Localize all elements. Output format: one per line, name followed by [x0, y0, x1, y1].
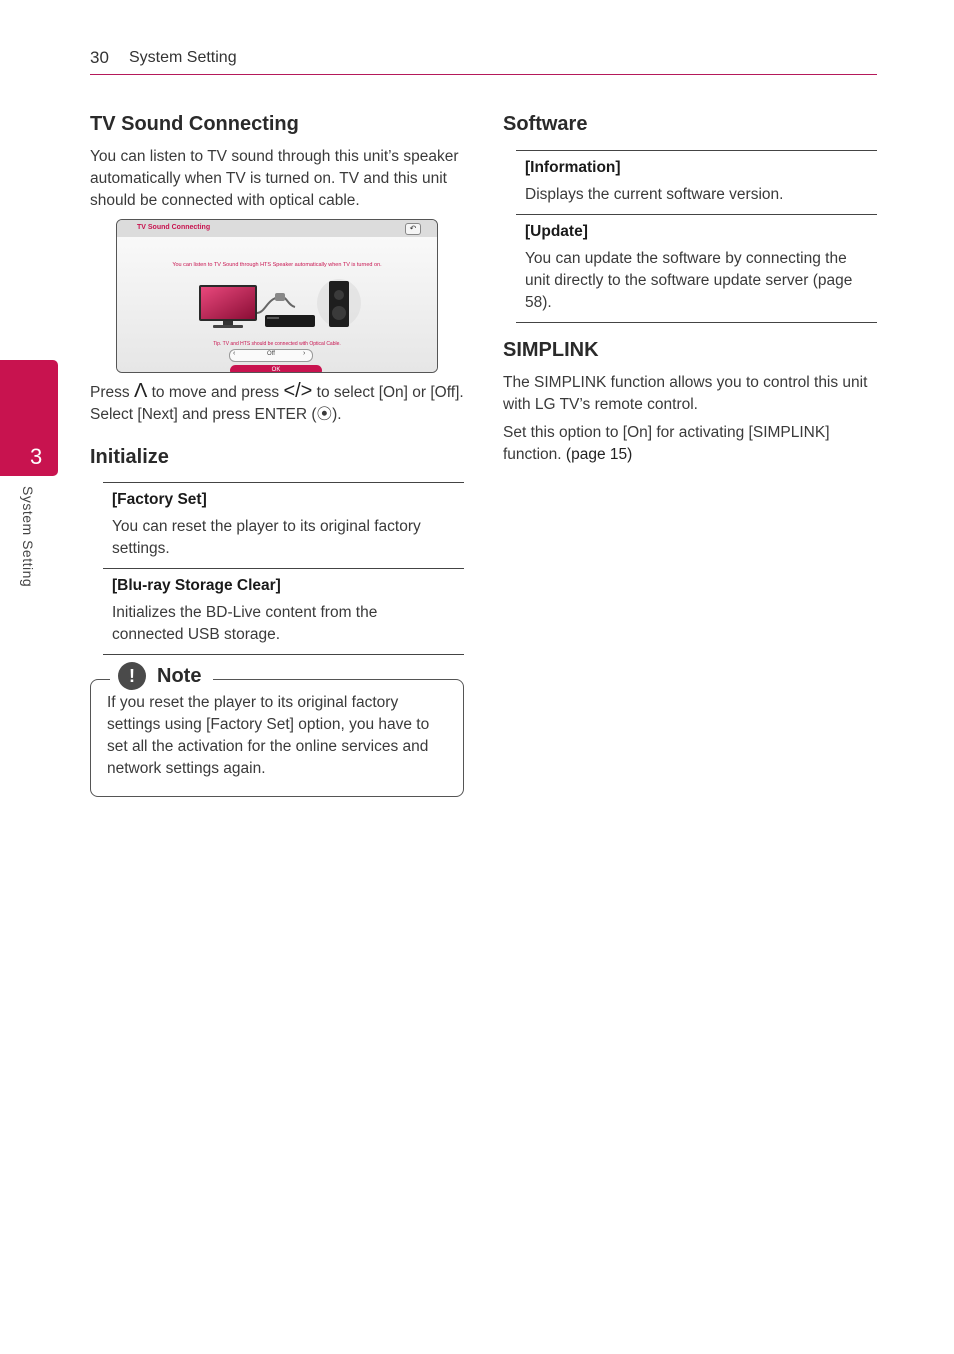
row-description: You can reset the player to its original factory settings.	[112, 518, 421, 557]
tv-icon	[199, 285, 257, 328]
chapter-label	[20, 486, 44, 616]
note-text: If you reset the player to its original factory settings using [Factory Set] option, you have to set all the activation for the online services and network settings again.	[107, 694, 430, 777]
speaker-icon	[317, 279, 361, 327]
left-right-arrow-icon: </>	[283, 380, 313, 402]
note-header	[110, 662, 213, 690]
optical-cable-icon	[257, 293, 295, 313]
back-arrow-icon: ↶	[405, 223, 421, 235]
enter-icon: ⦿	[316, 406, 333, 423]
header-section-title: System Setting	[129, 49, 237, 66]
row-title: [Information]	[525, 159, 621, 176]
screenshot-tip: Tip. TV and HTS should be connected with Optical Cable.	[213, 341, 341, 347]
screenshot-body	[117, 237, 437, 372]
row-title: [Factory Set]	[112, 491, 207, 508]
tv-sound-intro: You can listen to TV sound through this unit’s speaker automatically when TV is turned on. TV and this unit should be connected with optical cable.	[90, 148, 459, 209]
press-text-2: to move and press	[147, 384, 280, 401]
up-arrow-icon: Λ	[133, 380, 148, 402]
chevron-right-icon[interactable]: ›	[303, 350, 306, 357]
sound-selector[interactable]	[229, 349, 313, 362]
tv-sound-instructions	[90, 380, 470, 426]
press-text-4: ).	[332, 406, 342, 423]
screenshot-title-bar	[117, 220, 437, 237]
row-title: [Blu-ray Storage Clear]	[112, 577, 281, 594]
tv-hts-illustration	[195, 269, 365, 337]
row-description: Initializes the BD-Live content from the connected USB storage.	[112, 604, 378, 643]
ok-button[interactable]: OK	[230, 365, 322, 373]
note-label: Note	[157, 664, 202, 687]
simplink-paragraph-1: The SIMPLINK function allows you to control this unit with LG TV’s remote control.	[503, 374, 868, 413]
row-title: [Update]	[525, 223, 588, 240]
screenshot-title: TV Sound Connecting	[137, 224, 211, 231]
press-text-3: to select [On] or [Off]. Select [Next] and press ENTER (	[90, 384, 464, 423]
table-row	[516, 150, 877, 214]
initialize-heading: Initialize	[90, 446, 169, 468]
screenshot-message: You can listen to TV Sound through HTS Speaker automatically when TV is turned on.	[172, 262, 382, 268]
table-row	[103, 482, 464, 568]
simplink-paragraph-2-text: Set this option to [On] for activating [SIMPLINK] function.	[503, 424, 830, 463]
page-reference-link[interactable]: (page 15)	[561, 446, 633, 463]
player-icon	[265, 315, 315, 327]
simplink-heading: SIMPLINK	[503, 339, 599, 361]
row-description: Displays the current software version.	[525, 186, 784, 203]
tv-sound-heading: TV Sound Connecting	[90, 113, 299, 135]
chapter-tab	[0, 360, 58, 476]
page-number: 30	[90, 48, 109, 67]
row-description: You can update the software by connecting the unit directly to the software update server (page 58).	[525, 250, 853, 311]
initialize-table	[103, 482, 464, 655]
chapter-label-text: System Setting	[20, 486, 36, 588]
header-rule	[90, 74, 877, 75]
table-row	[103, 568, 464, 655]
selector-value: Off	[267, 351, 275, 357]
simplink-paragraph-2	[503, 422, 877, 466]
tv-sound-screenshot	[116, 219, 438, 373]
software-heading: Software	[503, 113, 588, 135]
exclamation-icon: !	[118, 662, 146, 690]
table-row	[516, 214, 877, 323]
software-table	[516, 150, 877, 323]
press-text-1: Press	[90, 384, 130, 401]
chapter-number: 3	[30, 444, 43, 469]
chevron-left-icon[interactable]: ‹	[233, 350, 236, 357]
